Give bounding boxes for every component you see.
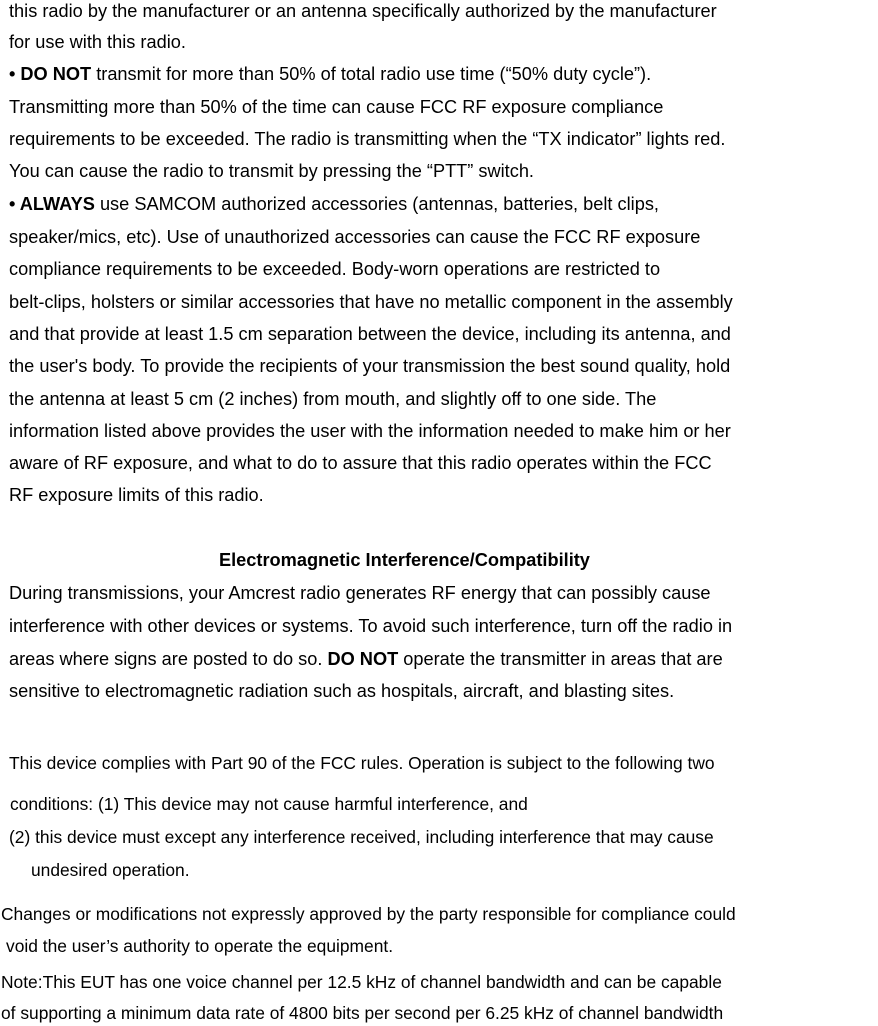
text-line: requirements to be exceeded. The radio is transmitting when the “TX indicator” lights red. [9, 129, 726, 149]
changes-warning-line: Changes or modifications not expressly approved by the party responsible for compliance could [1, 904, 736, 924]
fcc-part90-line: (2) this device must except any interference received, including interference that may cause [9, 827, 714, 847]
do-not-emphasis: DO NOT [20, 64, 92, 84]
fcc-part90-line: This device complies with Part 90 of the FCC rules. Operation is subject to the following two [9, 753, 715, 773]
fcc-part90-line: conditions: (1) This device may not cause harmful interference, and [10, 794, 528, 814]
text-line: compliance requirements to be exceeded. Body-worn operations are restricted to [9, 259, 661, 279]
text-line: information listed above provides the user with the information needed to make him or her [9, 421, 731, 441]
text-line: speaker/mics, etc). Use of unauthorized accessories can cause the FCC RF exposure [9, 227, 701, 247]
text-segment: operate the transmitter in areas that are [398, 649, 723, 669]
text-line: interference with other devices or systems. To avoid such interference, turn off the radio in [9, 616, 733, 636]
always-emphasis: ALWAYS [19, 194, 95, 214]
text-line: belt-clips, holsters or similar accessories that have no metallic component in the assembly [9, 292, 733, 312]
text-line: the antenna at least 5 cm (2 inches) from mouth, and slightly off to one side. The [9, 389, 657, 409]
text-line: During transmissions, your Amcrest radio generates RF energy that can possibly cause [9, 583, 711, 603]
always-accessories-line [9, 193, 659, 215]
text-line: RF exposure limits of this radio. [9, 485, 264, 505]
note-line: of supporting a minimum data rate of 4800 bits per second per 6.25 kHz of channel bandwidth [1, 1003, 724, 1023]
text-line: and that provide at least 1.5 cm separation between the device, including its antenna, and [9, 324, 731, 344]
text-line: aware of RF exposure, and what to do to assure that this radio operates within the FCC [9, 453, 712, 473]
fcc-part90-line: undesired operation. [31, 860, 190, 880]
do-not-operate-line [9, 648, 723, 670]
text-line: sensitive to electromagnetic radiation such as hospitals, aircraft, and blasting sites. [9, 681, 675, 701]
do-not-emphasis: DO NOT [327, 649, 399, 669]
bullet: • [9, 194, 20, 214]
text-line: You can cause the radio to transmit by pressing the “PTT” switch. [9, 161, 534, 181]
changes-warning-line: void the user’s authority to operate the equipment. [6, 936, 394, 956]
text-segment: transmit for more than 50% of total radio use time (“50% duty cycle”). [91, 64, 652, 84]
text-segment: areas where signs are posted to do so. [9, 649, 328, 669]
section-heading: Electromagnetic Interference/Compatibility [219, 550, 590, 570]
note-line: Note:This EUT has one voice channel per 12.5 kHz of channel bandwidth and can be capable [1, 972, 722, 992]
bullet: • [9, 64, 21, 84]
text-line: Transmitting more than 50% of the time can cause FCC RF exposure compliance [9, 97, 664, 117]
text-line: this radio by the manufacturer or an antenna specifically authorized by the manufacturer [9, 1, 717, 21]
text-line: the user's body. To provide the recipients of your transmission the best sound quality, hold [9, 356, 731, 376]
do-not-duty-cycle-line [9, 63, 651, 85]
text-line: for use with this radio. [9, 32, 186, 52]
text-segment: use SAMCOM authorized accessories (antennas, batteries, belt clips, [94, 194, 659, 214]
